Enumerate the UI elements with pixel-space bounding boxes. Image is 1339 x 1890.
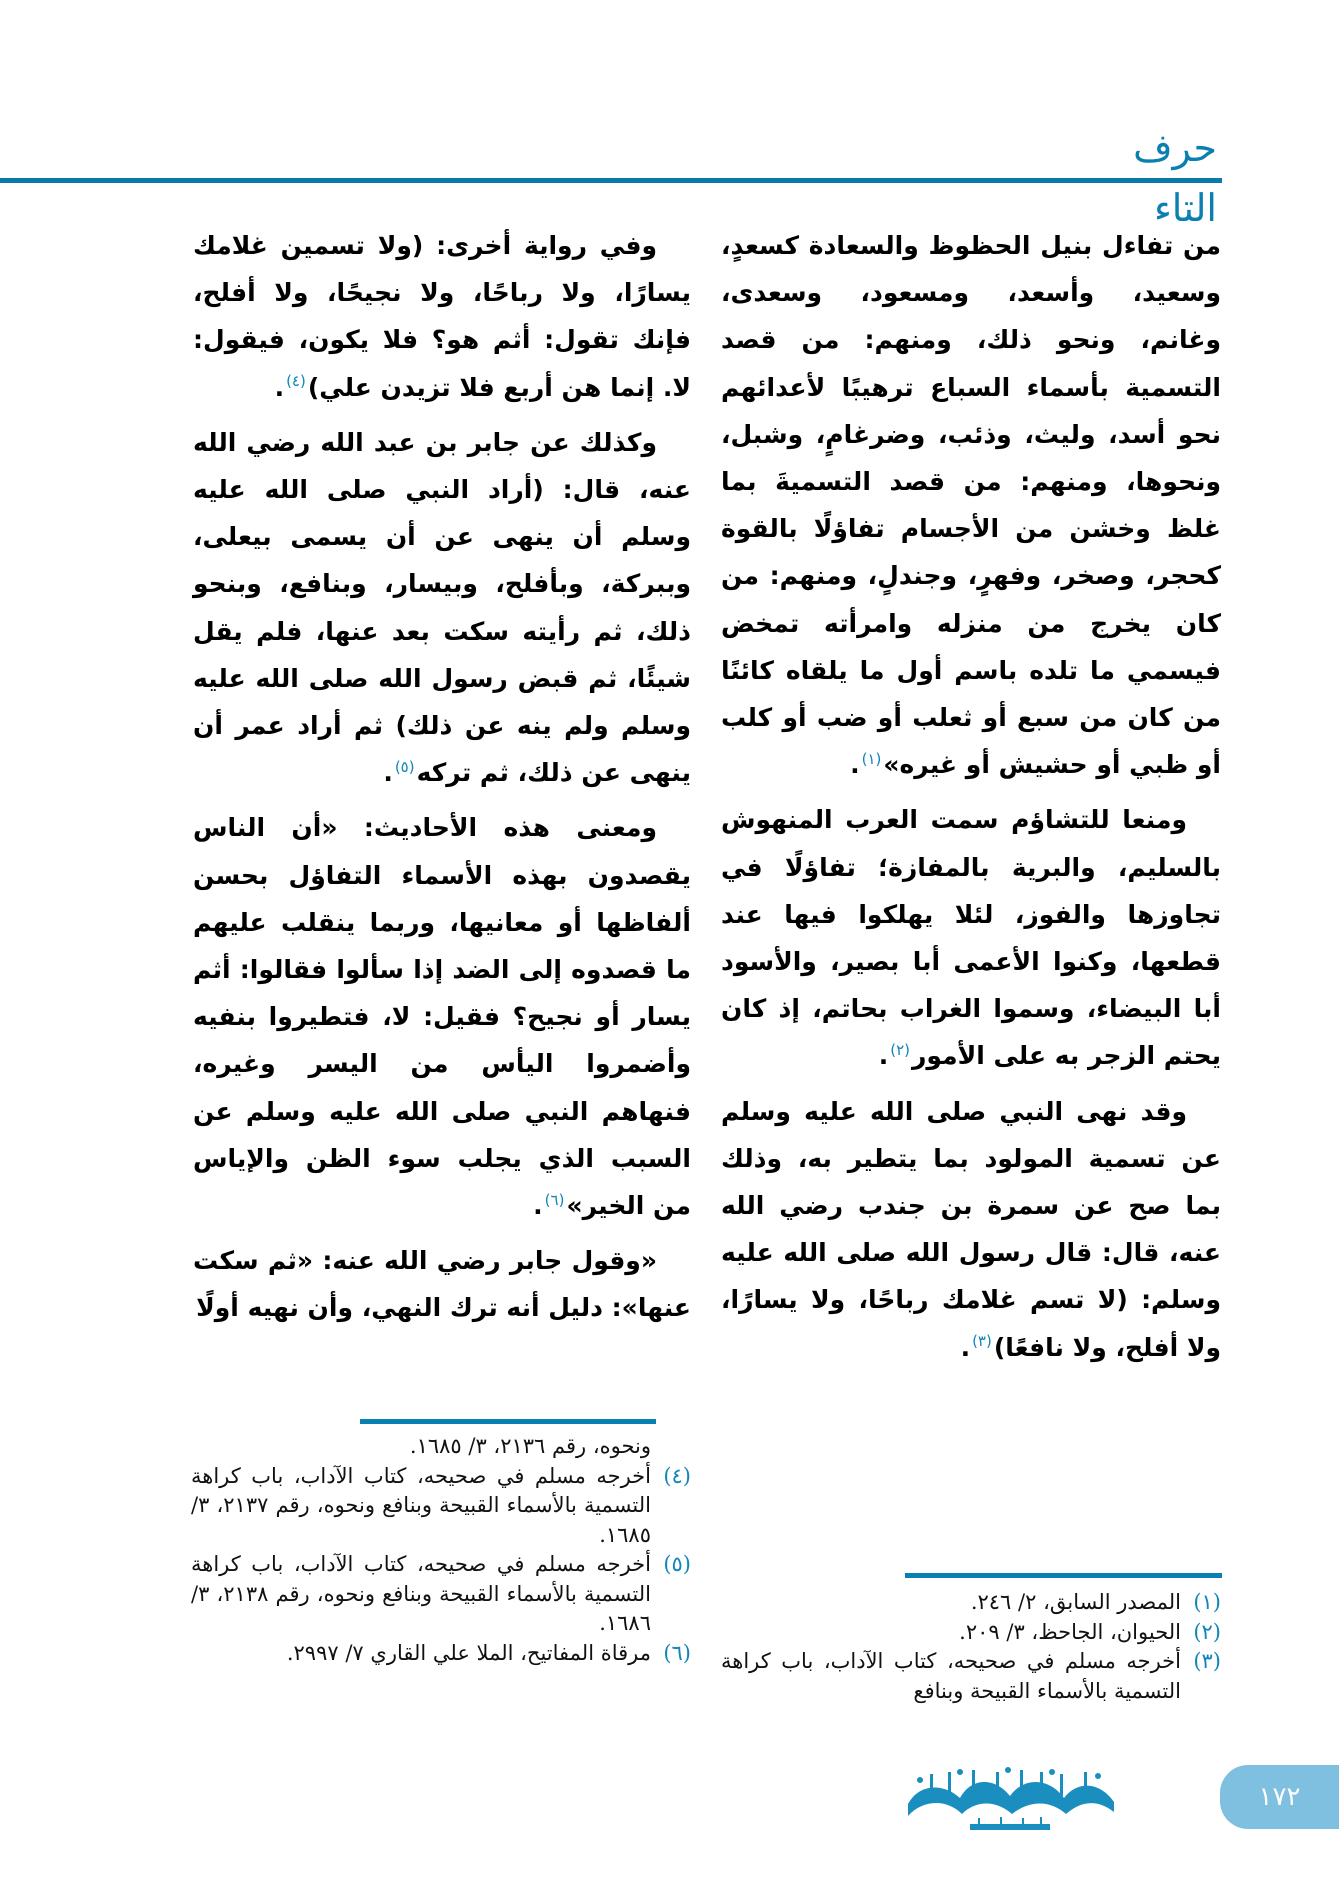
paragraph-end: . [960, 1332, 971, 1362]
paragraph [721, 222, 1221, 788]
paragraph-text: ومعنى هذه الأحاديث: «أن الناس يقصدون بهذه الأسماء التفاؤل بحسن ألفاظها أو معانيها، وربما ينقلب عليهم ما قصدوه إلى الضد إذا سألوا فقالوا: أثم يسار أو نجيح؟ فقيل: لا، فتطيروا بنفيه وأضمروا اليأس من اليسر وغيره، فنهاهم النبي صلى الله عليه وسلم عن السبب الذي يجلب سوء الظن والإياس من الخير» [193, 813, 691, 1221]
paragraph [721, 796, 1221, 1079]
left-column [193, 222, 691, 1340]
page-number: ١٧٢ [1258, 1782, 1301, 1812]
paragraph-text: وكذلك عن جابر بن عبد الله رضي الله عنه، قال: (أراد النبي صلى الله عليه وسلم أن ينهى عن أن يسمى بيعلى، وببركة، وبأفلح، وبيسار، وبنافع، وبنحو ذلك، ثم رأيته سكت بعد عنها، فلم يقل شيئًا، ثم قبض رسول الله صلى الله عليه وسلم ولم ينه عن ذلك) ثم أراد عمر أن ينهى عن ذلك، ثم تركه [193, 427, 691, 788]
footnote-number: (٥) [663, 1552, 691, 1576]
footnote-ref[interactable]: (٥) [394, 757, 415, 776]
footnote-ref[interactable]: (٣) [972, 1332, 992, 1351]
footnote-ref[interactable]: (٤) [286, 372, 306, 391]
paragraph-text: وقد نهى النبي صلى الله عليه وسلم عن تسمية المولود بما يتطير به، وذلك بما صح عن سمرة بن جندب رضي الله عنه، قال: قال رسول الله صلى الله عليه وسلم: (لا تسم غلامك رباحًا، ولا يسارًا، ولا أفلح، ولا نافعًا) [721, 1096, 1221, 1362]
paragraph-text: وفي رواية أخرى: (ولا تسمين غلامك يسارًا، ولا رباحًا، ولا نجيحًا، ولا أفلح، فإنك تقول: أثم هو؟ فلا يكون، فيقول: لا. إنما هن أربع فلا تزيدن علي) [193, 231, 691, 402]
paragraph [193, 419, 691, 797]
header-divider [0, 178, 1222, 183]
paragraph [193, 804, 691, 1229]
page-number-tab [1220, 1765, 1339, 1829]
paragraph-end: . [878, 1041, 889, 1071]
footnote-ref[interactable]: (٢) [890, 1041, 911, 1060]
footnote [191, 1550, 691, 1639]
left-footnotes [191, 1432, 691, 1668]
footnote-divider [905, 1573, 1222, 1578]
paragraph-text: من تفاءل بنيل الحظوظ والسعادة كسعدٍ، وسعيد، وأسعد، ومسعود، وسعدى، وغانم، ونحو ذلك، ومنهم: من قصد التسمية بأسماء السباع ترهيبًا لأعدائهم نحو أسد، وليث، وذئب، وضرغامٍ، وشبل، ونحوها، ومنهم: من قصد التسميةَ بما غلظ وخشن من الأجسام تفاؤلًا بالقوة كحجر، وصخر، وفهرٍ، وجندلٍ، ومنهم: من كان يخرج من منزله وامرأته تمخض فيسمي ما تلده باسم أول ما يلقاه كائنًا من كان من سبع أو ثعلب أو ضب أو كلب أو ظبي أو حشيش أو غيره» [721, 231, 1221, 780]
footnote [721, 1588, 1221, 1618]
footnote [191, 1639, 691, 1669]
paragraph-text: «وقول جابر رضي الله عنه: «ثم سكت عنها»: دليل أنه ترك النهي، وأن نهيه أولًا [193, 1246, 691, 1323]
footnote-divider [360, 1419, 656, 1424]
paragraph-end: . [274, 372, 285, 402]
paragraph-end: . [383, 758, 393, 788]
footnote [721, 1618, 1221, 1648]
footnote-text: الحيوان، الجاحظ، ٣/ ٢٠٩. [959, 1619, 1181, 1644]
footnote-number: (١) [1193, 1590, 1221, 1614]
encyclopedia-logo [900, 1762, 1120, 1842]
footnote-number: (٢) [1193, 1619, 1221, 1644]
footnote-number: (٤) [663, 1463, 691, 1488]
footnote-text: مرقاة المفاتيح، الملا علي القاري ٧/ ٢٩٩٧. [286, 1640, 651, 1665]
paragraph-end: . [533, 1191, 543, 1221]
chapter-title: حرف التاء [1133, 126, 1217, 230]
footnote [191, 1462, 691, 1551]
footnote-continuation: ونحوه، رقم ٢١٣٦، ٣/ ١٦٨٥. [409, 1434, 651, 1458]
footnote-text: أخرجه مسلم في صحيحه، كتاب الآداب، باب كراهة التسمية بالأسماء القبيحة وبنافع [721, 1649, 1181, 1703]
footnote-number: (٦) [663, 1640, 691, 1665]
footnote-ref[interactable]: (١) [861, 749, 882, 768]
paragraph [721, 1088, 1221, 1371]
paragraph-text: ومنعا للتشاؤم سمت العرب المنهوش بالسليم، والبرية بالمفازة؛ تفاؤلًا في تجاوزها والفوز، لئلا يهلكوا فيها عند قطعها، وكنوا الأعمى أبا بصير، والأسود أبا البيضاء، وسموا الغراب بحاتم، إذ كان يحتم الزجر به على الأمور [721, 805, 1221, 1071]
footnote-ref[interactable]: (٦) [544, 1190, 565, 1209]
footnote-text: أخرجه مسلم في صحيحه، كتاب الآداب، باب كراهة التسمية بالأسماء القبيحة وبنافع ونحوه، رقم ٢١٣٧، ٣/ ١٦٨٥. [191, 1463, 651, 1547]
paragraph [193, 1237, 691, 1331]
footnote-number: (٣) [1193, 1649, 1221, 1673]
right-column [721, 222, 1221, 1379]
paragraph [193, 222, 691, 411]
paragraph-end: . [850, 750, 860, 780]
right-footnotes [721, 1588, 1221, 1706]
footnote-text: أخرجه مسلم في صحيحه، كتاب الآداب، باب كراهة التسمية بالأسماء القبيحة وبنافع ونحوه، رقم ٢١٣٨، ٣/ ١٦٨٦. [191, 1552, 651, 1635]
footnote-text: المصدر السابق، ٢/ ٢٤٦. [970, 1590, 1181, 1614]
footnote [721, 1647, 1221, 1706]
